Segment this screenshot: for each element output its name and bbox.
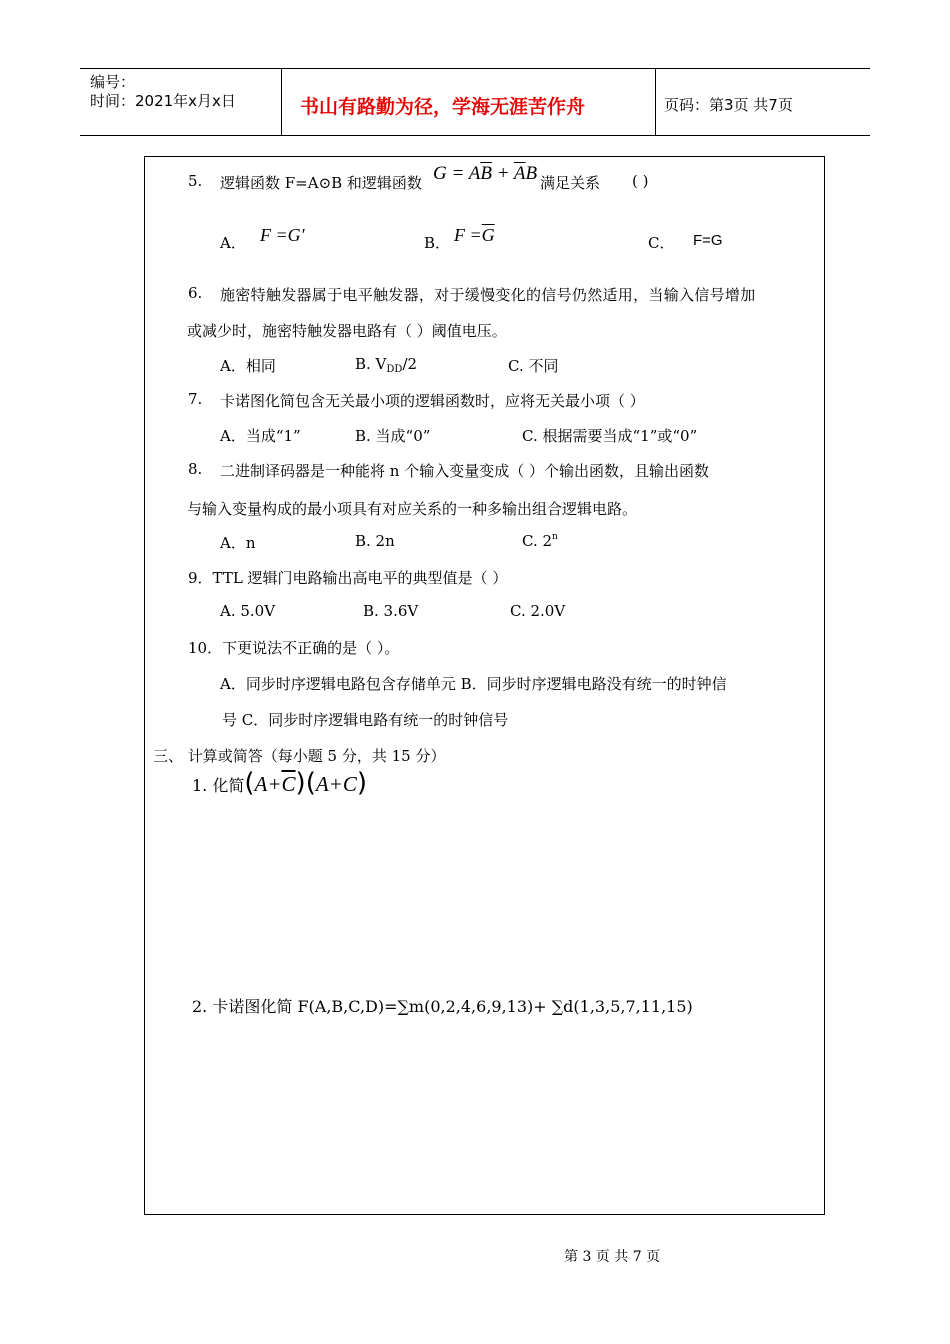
- problem1-formula: $(A+\overline{C})(A+C)$: [244, 768, 368, 798]
- q7-stem: 卡诺图化简包含无关最小项的逻辑函数时，应将无关最小项（ ）: [220, 392, 645, 410]
- q9-option-a: A. 5.0V: [220, 602, 276, 620]
- header-motto: 书山有路勤为径，学海无涯苦作舟: [300, 96, 586, 118]
- header-divider-right: [655, 68, 656, 136]
- q7-option-b: B. 当成“0”: [355, 427, 431, 445]
- problem1: [192, 768, 367, 798]
- header-top-rule: [80, 68, 870, 69]
- q8-line2: 与输入变量构成的最小项具有对应关系的一种多输出组合逻辑电路。: [187, 500, 638, 518]
- q5-number: 5.: [188, 172, 203, 190]
- q7-option-a: A．当成“1”: [220, 427, 301, 445]
- q10-stem: 10．下更说法不正确的是（ ）。: [188, 639, 400, 657]
- q6-option-a: A．相同: [220, 357, 276, 375]
- q8-option-c: C. 2$^n$: [522, 532, 558, 550]
- q6-option-c: C. 不同: [508, 357, 559, 375]
- q6-line2: 或减少时，施密特触发器电路有（ ）阈值电压。: [187, 322, 507, 340]
- problem2: 2. 卡诺图化简 F(A,B,C,D)=∑m(0,2,4,6,9,13)+ ∑d(1,3,5,7,11,15): [192, 997, 693, 1016]
- q5-formula: $G = A\overline{B} + \overline{A}B$: [433, 163, 538, 184]
- q9-stem: 9．TTL 逻辑门电路输出高电平的典型值是（ ）: [188, 569, 508, 587]
- q5-stem-a: 逻辑函数 F=A⊙B 和逻辑函数: [220, 174, 422, 192]
- q7-number: 7.: [188, 390, 203, 408]
- q5-stem-b: 满足关系: [540, 174, 601, 192]
- q7-option-c: C. 根据需要当成“1”或“0”: [522, 427, 698, 445]
- q5-option-a-formula: F =G′: [260, 225, 305, 245]
- q8-number: 8.: [188, 460, 203, 478]
- q9-option-b: B. 3.6V: [363, 602, 419, 620]
- page-footer: 第 3 页 共 7 页: [564, 1249, 661, 1265]
- q5-blank: ( ): [632, 172, 649, 190]
- header-bottom-rule: [80, 135, 870, 136]
- q5-option-a-label: A．: [220, 234, 246, 252]
- q5-option-c-label: C．: [648, 234, 675, 252]
- header-divider-left: [281, 68, 282, 136]
- q10-line2: 号 C．同步时序逻辑电路有统一的时钟信号: [222, 711, 509, 729]
- q9-option-c: C. 2.0V: [510, 602, 566, 620]
- q6-line1: 施密特触发器属于电平触发器，对于缓慢变化的信号仍然适用，当输入信号增加: [220, 286, 756, 304]
- doc-time-label: 时间：2021年x月x日: [90, 92, 236, 110]
- doc-code-label: 编号：: [90, 73, 136, 91]
- header-page-info: 页码：第3页 共7页: [664, 96, 793, 114]
- q6-option-b: B. $V_{DD}/2$: [355, 355, 418, 375]
- q8-line1: 二进制译码器是一种能将 n 个输入变量变成（ ）个输出函数，且输出函数: [220, 462, 709, 480]
- q8-option-b: B. 2n: [355, 532, 395, 550]
- q8-option-a: A．n: [220, 534, 256, 552]
- section3-title: 三、 计算或简答（每小题 5 分，共 15 分）: [153, 747, 446, 765]
- q6-number: 6.: [188, 284, 203, 302]
- q5-option-b-formula: $F =\overline{G}$: [454, 225, 495, 245]
- problem1-label: 1. 化简: [192, 776, 245, 795]
- q5-option-c-text: F=G: [693, 232, 723, 249]
- q5-option-b-label: B．: [424, 234, 451, 252]
- q10-line1: A．同步时序逻辑电路包含存储单元 B．同步时序逻辑电路没有统一的时钟信: [220, 675, 727, 693]
